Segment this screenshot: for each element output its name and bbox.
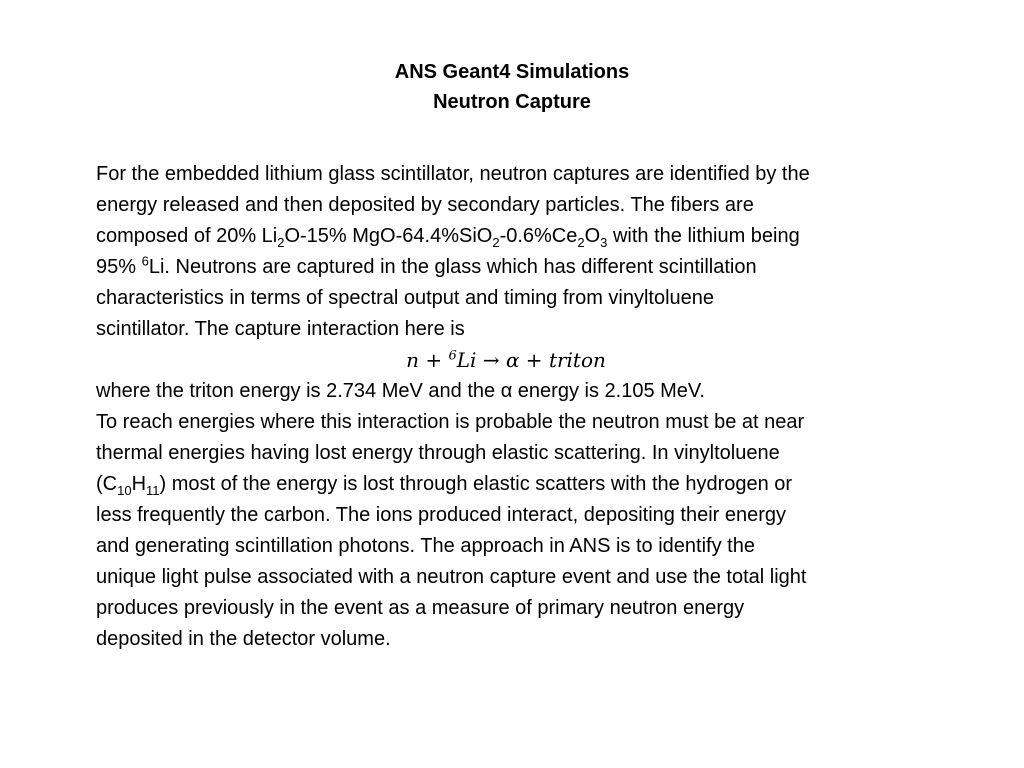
p1-line-4 (96, 252, 956, 283)
eq-arrow: → (476, 348, 506, 372)
p1-line-5: characteristics in terms of spectral output and timing from vinyltoluene (96, 287, 715, 309)
p2-line-1: where the triton energy is 2.734 MeV and the α energy is 2.105 MeV. (96, 380, 705, 402)
capture-equation (96, 345, 956, 376)
subscript: 3 (600, 235, 608, 250)
text-run: ) most of the energy is lost through elastic scatters with the hydrogen or (159, 473, 793, 495)
text-run: 95% (96, 256, 142, 278)
p2-line-3: thermal energies having lost energy through elastic scattering. In vinyltoluene (96, 442, 780, 464)
p2-line-2: To reach energies where this interaction is probable the neutron must be at near (96, 411, 805, 433)
text-run: with the lithium being (607, 225, 800, 247)
eq-plus: + (519, 348, 549, 372)
text-run: O-15% MgO-64.4%SiO (284, 225, 493, 247)
text-run: composed of 20% Li (96, 225, 278, 247)
p2-line-4 (96, 469, 956, 500)
title-line-1: ANS Geant4 Simulations (394, 61, 630, 83)
text-run: H (131, 473, 147, 495)
p2-line-5: less frequently the carbon. The ions produced interact, depositing their energy (96, 504, 787, 526)
subscript: 11 (146, 483, 160, 498)
p1-line-3 (96, 221, 956, 252)
p1-line-6: scintillator. The capture interaction here is (96, 318, 465, 340)
eq-plus: + (419, 348, 449, 372)
p2-line-9: deposited in the detector volume. (96, 628, 391, 650)
eq-superscript: 6 (448, 348, 457, 364)
subscript: 2 (492, 235, 500, 250)
eq-neutron: n (406, 348, 419, 372)
p2-line-7: unique light pulse associated with a neutron capture event and use the total light (96, 566, 807, 588)
eq-lithium: Li (456, 348, 477, 372)
title-line-2: Neutron Capture (433, 91, 591, 113)
p2-line-8: produces previously in the event as a measure of primary neutron energy (96, 597, 745, 619)
subscript: 2 (277, 235, 285, 250)
eq-alpha: α (505, 348, 520, 372)
superscript: 6 (141, 253, 149, 269)
subscript: 2 (577, 235, 585, 250)
slide-title (0, 57, 1024, 117)
text-run: -0.6%Ce (499, 225, 578, 247)
text-run: O (584, 225, 601, 247)
p1-line-1: For the embedded lithium glass scintillator, neutron captures are identified by the (96, 163, 810, 185)
p1-line-2: energy released and then deposited by secondary particles. The fibers are (96, 194, 754, 216)
text-run: Li. Neutrons are captured in the glass which has different scintillation (148, 256, 757, 278)
body-text (96, 159, 956, 655)
subscript: 10 (117, 483, 132, 498)
text-run: (C (96, 473, 118, 495)
eq-triton: triton (548, 348, 606, 372)
p2-line-6: and generating scintillation photons. The approach in ANS is to identify the (96, 535, 755, 557)
